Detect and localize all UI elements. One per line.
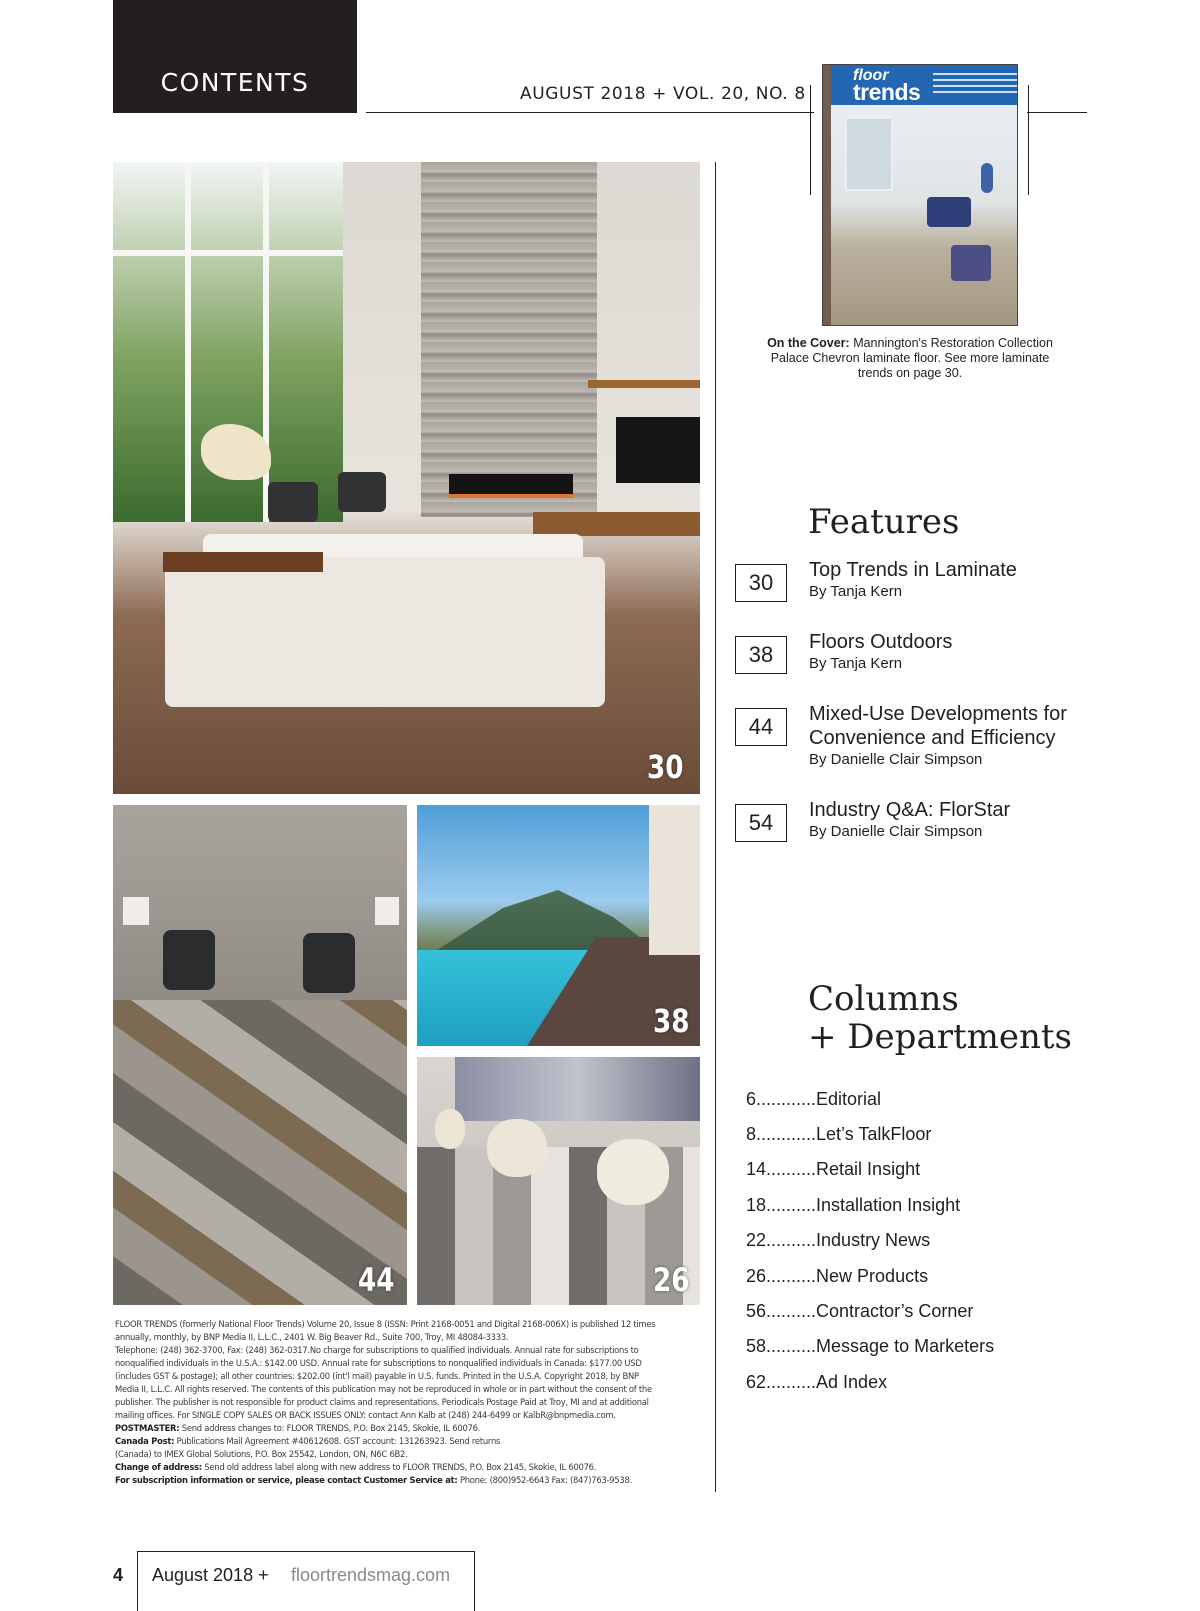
department-item[interactable]: 14..........Retail Insight bbox=[746, 1159, 921, 1179]
cover-bracket-right bbox=[1028, 85, 1029, 195]
house-wall bbox=[649, 805, 700, 955]
photo-page-number: 26 bbox=[653, 1261, 690, 1299]
cover-lamp bbox=[981, 163, 993, 193]
contents-label: CONTENTS bbox=[160, 68, 310, 97]
department-item[interactable]: 26..........New Products bbox=[746, 1266, 929, 1286]
feature-page-number: 30 bbox=[735, 564, 787, 602]
feature-author: By Danielle Clair Simpson bbox=[809, 751, 983, 768]
living-room-photo[interactable] bbox=[113, 162, 700, 794]
feature-page-number: 38 bbox=[735, 636, 787, 674]
photo-page-number: 38 bbox=[653, 1002, 690, 1040]
columns-heading-line1: Columns bbox=[808, 979, 959, 1019]
console-table bbox=[163, 552, 323, 572]
cover-spine bbox=[823, 65, 831, 325]
fine-print-line: publisher. The publisher is not responsible for product claims and representations. Periodicals Postage Paid at Troy, MI and at additional bbox=[115, 1397, 649, 1407]
cover-headline bbox=[933, 79, 1018, 81]
cover-headline bbox=[933, 73, 1018, 75]
department-item[interactable]: 6............Editorial bbox=[746, 1089, 882, 1109]
footer-issue-date: August 2018 + bbox=[152, 1565, 269, 1585]
header-rule bbox=[366, 112, 814, 113]
column-divider bbox=[715, 162, 716, 1492]
columns-heading-line2: + Departments bbox=[808, 1017, 1072, 1057]
fireplace bbox=[449, 474, 573, 498]
feature-title: Floors Outdoors bbox=[809, 631, 953, 653]
wall-shelf bbox=[588, 380, 700, 388]
cover-thumbnail[interactable] bbox=[822, 64, 1018, 326]
feature-author: By Danielle Clair Simpson bbox=[809, 823, 983, 840]
carpet-tile-floor bbox=[113, 1000, 407, 1305]
canada-post-line bbox=[115, 1435, 705, 1448]
header-rule-right bbox=[1027, 112, 1087, 113]
cover-headline bbox=[933, 91, 1018, 93]
feature-title: Mixed-Use Developments for Convenience and Efficiency bbox=[809, 703, 1067, 749]
television bbox=[616, 417, 700, 483]
sofa bbox=[165, 557, 605, 707]
subscription-line bbox=[115, 1474, 705, 1487]
change-of-address-label: Change of address: bbox=[115, 1462, 202, 1472]
lounge-chair bbox=[435, 1109, 465, 1149]
wood-bench bbox=[533, 512, 700, 536]
issue-line: AUGUST 2018 + VOL. 20, NO. 8 bbox=[520, 84, 806, 104]
cover-masthead bbox=[831, 65, 1017, 105]
photo-page-number: 30 bbox=[647, 748, 684, 786]
feature-page-number: 54 bbox=[735, 804, 787, 842]
canada-post-label: Canada Post: bbox=[115, 1436, 175, 1446]
change-of-address-line bbox=[115, 1461, 705, 1474]
department-item[interactable]: 22..........Industry News bbox=[746, 1230, 931, 1250]
canada-post-line: (Canada) to IMEX Global Solutions, P.O. Box 25542, London, ON, N6C 6B2. bbox=[115, 1449, 408, 1459]
cover-logo-floor: floor bbox=[853, 67, 889, 84]
lounge-chairs-photo[interactable] bbox=[417, 1057, 700, 1305]
feature-author: By Tanja Kern bbox=[809, 583, 903, 600]
department-item[interactable]: 8............Let’s TalkFloor bbox=[746, 1124, 932, 1144]
cover-chair bbox=[951, 245, 991, 281]
features-heading: Features bbox=[808, 502, 960, 542]
window-mullion bbox=[185, 162, 191, 522]
lounge-chair bbox=[338, 472, 386, 512]
cover-headline-list bbox=[933, 73, 1018, 97]
floor-lamp bbox=[123, 897, 149, 925]
fine-print-line: (includes GST & postage); all other countries: $202.00 (int'l mail) payable in U.S. funds. Printed in the U.S.A. Copyright 2018, by BNP bbox=[115, 1371, 639, 1381]
publication-fine-print bbox=[115, 1318, 705, 1487]
fine-print-line: mailing offices. For SINGLE COPY SALES OR BACK ISSUES ONLY: contact Ann Kalb at (248) 244-6499 or KalbR@bnpmedia.com. bbox=[115, 1410, 616, 1420]
fine-print-line: Media II, L.L.C. All rights reserved. The contents of this publication may not be reproduced in whole or in part without the consent of the bbox=[115, 1384, 652, 1394]
postmaster-label: POSTMASTER: bbox=[115, 1423, 180, 1433]
wall-art bbox=[455, 1057, 700, 1121]
pool-deck-photo[interactable] bbox=[417, 805, 700, 1046]
cover-caption-text: Mannington's Restoration Collection Palace Chevron laminate floor. See more laminate trends on page 30. bbox=[770, 336, 1053, 380]
window-mullion bbox=[113, 250, 343, 256]
subscription-label: For subscription information or service, please contact Customer Service at: bbox=[115, 1475, 458, 1485]
change-of-address-text: Send old address label along with new address to FLOOR TRENDS, P.O. Box 2145, Skokie, IL 60076. bbox=[201, 1462, 597, 1472]
feature-author: By Tanja Kern bbox=[809, 655, 903, 672]
footer-website-link[interactable]: floortrendsmag.com bbox=[291, 1565, 451, 1585]
department-item[interactable]: 56..........Contractor’s Corner bbox=[746, 1301, 974, 1321]
cover-caption-label: On the Cover: bbox=[767, 336, 850, 350]
wingback-chair bbox=[163, 930, 215, 990]
canada-post-text: Publications Mail Agreement #40612608. GST account: 131263923. Send returns bbox=[174, 1436, 501, 1446]
feature-title: Top Trends in Laminate bbox=[809, 559, 1017, 581]
floor-lamp bbox=[375, 897, 399, 925]
feature-page-number: 44 bbox=[735, 708, 787, 746]
cover-photo bbox=[831, 105, 1017, 325]
fine-print-line: annually, monthly, by BNP Media II, L.L.C., 2401 W. Big Beaver Rd., Suite 700, Troy, MI 48084-3333. bbox=[115, 1332, 509, 1342]
postmaster-text: Send address changes to: FLOOR TRENDS, P.O. Box 2145, Skokie, IL 60076. bbox=[179, 1423, 481, 1433]
fine-print-line: Telephone: (248) 362-3700, Fax: (248) 362-0317.No charge for subscriptions to qualified individuals. Annual rate for subscriptions to bbox=[115, 1345, 639, 1355]
department-item[interactable]: 18..........Installation Insight bbox=[746, 1195, 961, 1215]
columns-heading bbox=[808, 980, 1072, 1056]
lounge-chair bbox=[268, 482, 318, 522]
wingback-chair bbox=[303, 933, 355, 993]
fine-print-line: nonqualified individuals in the U.S.A.: $142.00 USD. Annual rate for subscriptions to nonqualified individuals in Canada: $177.00 USD bbox=[115, 1358, 642, 1368]
department-item[interactable]: 62..........Ad Index bbox=[746, 1372, 888, 1392]
fine-print-line: FLOOR TRENDS (formerly National Floor Trends) Volume 20, Issue 8 (ISSN: Print 2168-0051 and Digital 2168-006X) is published 12 times bbox=[115, 1319, 656, 1329]
page-number: 4 bbox=[113, 1565, 124, 1585]
office-lounge-photo[interactable] bbox=[113, 805, 407, 1305]
cover-chair bbox=[927, 197, 971, 227]
lounge-chair bbox=[487, 1119, 547, 1177]
feature-title: Industry Q&A: FlorStar bbox=[809, 799, 1011, 821]
cover-logo-trends: trends bbox=[853, 79, 921, 105]
stone-chimney bbox=[421, 162, 597, 517]
cover-window bbox=[845, 117, 893, 191]
cover-caption bbox=[760, 336, 1060, 381]
subscription-text: Phone: (800)952-6643 Fax: (847)763-9538. bbox=[457, 1475, 632, 1485]
cover-bracket-left bbox=[810, 85, 811, 195]
lounge-chair bbox=[597, 1139, 669, 1205]
department-item[interactable]: 58..........Message to Marketers bbox=[746, 1336, 995, 1356]
postmaster-line bbox=[115, 1422, 705, 1435]
cover-headline bbox=[933, 85, 1018, 87]
photo-page-number: 44 bbox=[358, 1261, 395, 1299]
